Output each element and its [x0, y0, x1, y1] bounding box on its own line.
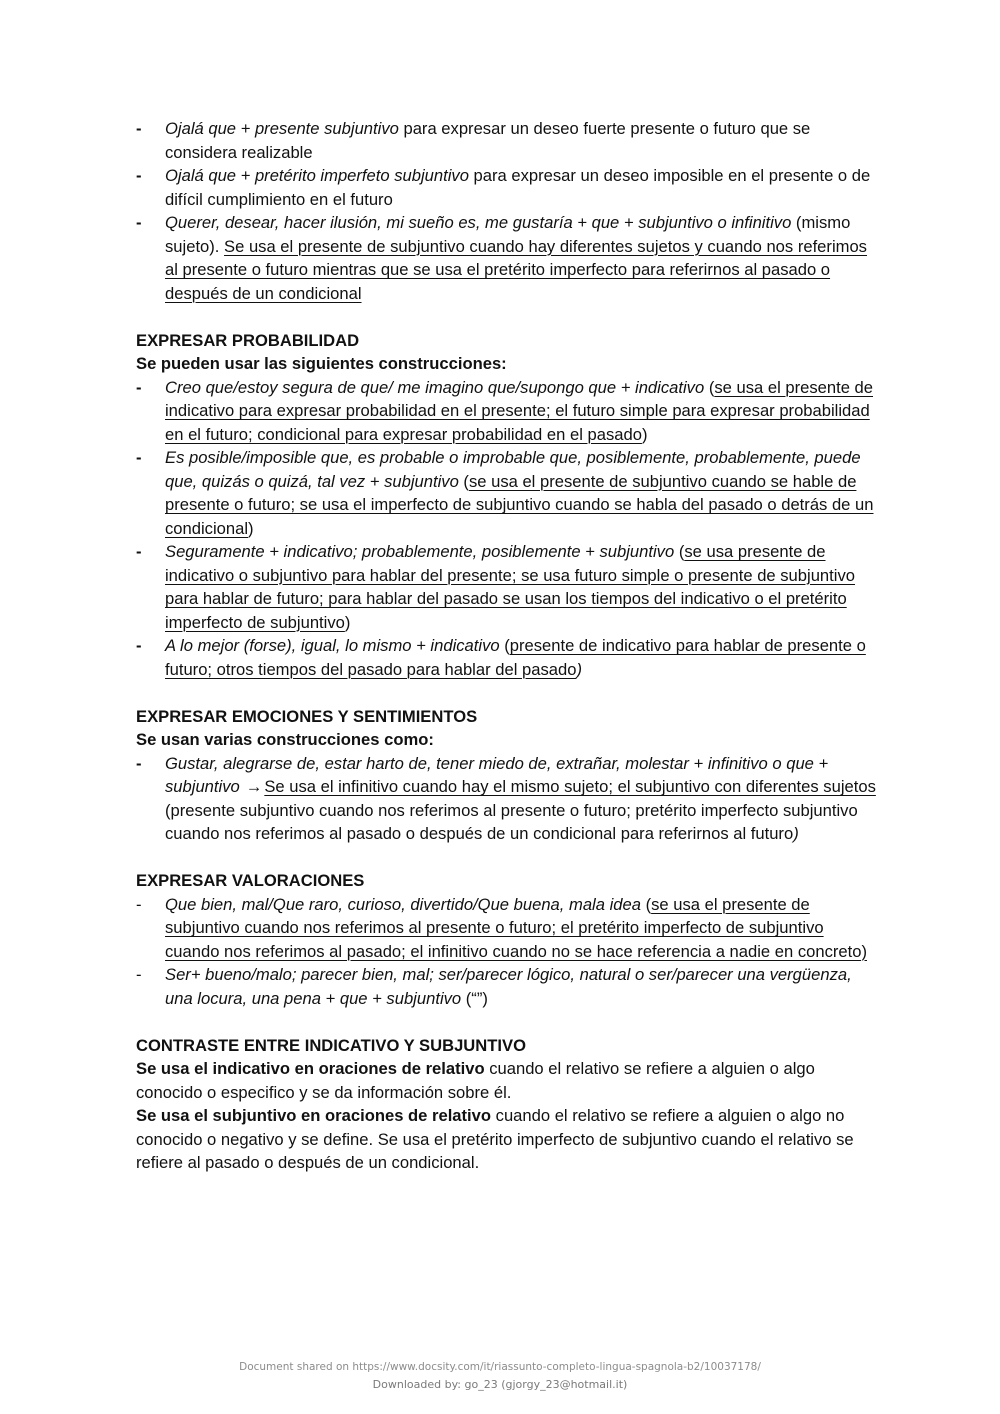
paren-open: ( — [458, 471, 469, 491]
list-item — [136, 752, 876, 846]
paren-open: ( — [499, 636, 510, 655]
explanation-text: (presente subjuntivo cuando nos referimos al presente o futuro; pretérito imperfecto subjuntivo cuando nos referimos al pasado o después de un condicional para referirnos al futuro — [165, 800, 858, 843]
construction-italic: Ojalá que + presente subjuntivo — [165, 119, 399, 138]
section-subheading: Se pueden usar las siguientes construcciones: — [136, 354, 507, 373]
paragraph-indicativo — [136, 1057, 876, 1104]
construction-italic: Que bien, mal/Que raro, curioso, divertido/Que buena, mala idea — [165, 894, 641, 914]
list-item — [136, 164, 876, 211]
emotions-list — [136, 752, 876, 846]
paren-close: ) — [576, 659, 582, 679]
underlined-rule: se usa el presente de subjuntivo cuando nos referimos al presente o futuro; el pretérito imperfecto de subjuntivo cuando nos referimos al pasado; el infinitivo cuando no se hace referencia a nadie en concreto) — [165, 894, 867, 961]
list-item — [136, 117, 876, 164]
paren-close: ) — [641, 424, 648, 444]
construction-italic: A lo mejor (forse), igual, lo mismo + indicativo — [165, 636, 500, 655]
paren-open: ( — [704, 377, 715, 397]
paren-open: ( — [640, 894, 652, 914]
explanation-text: (mismo sujeto). — [165, 213, 851, 256]
paragraph-text: cuando el relativo se refiere a alguien o algo no conocido o negativo y se define. Se usa el pretérito imperfecto de subjuntivo cuando el relativo se refiere al pasado o después de un condicional. — [136, 1106, 854, 1172]
construction-italic: Ser+ bueno/malo; parecer bien, mal; ser/parecer lógico, natural o ser/parecer una vergüenza, una locura, una pena + que + subjuntivo — [165, 965, 852, 1008]
section-heading-contraste: CONTRASTE ENTRE INDICATIVO Y SUBJUNTIVO — [136, 1035, 526, 1055]
construction-italic: Querer, desear, hacer ilusión, mi sueño es, me gustaría + que + subjuntivo o infinitivo — [165, 213, 792, 232]
footer-download-notice: Downloaded by: go_23 (gjorgy_23@hotmail.it) — [372, 1378, 628, 1391]
list-item — [136, 446, 876, 540]
bold-lead: Se usa el subjuntivo en oraciones de relativo — [136, 1106, 492, 1125]
valuations-list — [136, 893, 876, 1011]
probability-list — [136, 376, 876, 682]
construction-italic: Ojalá que + pretérito imperfeto subjuntivo — [165, 166, 469, 185]
paren-close: ) — [344, 612, 351, 632]
section-heading-valoraciones: EXPRESAR VALORACIONES — [136, 871, 365, 890]
paragraph-text: cuando el relativo se refiere a alguien o algo conocido o especifico y se da información sobre él. — [136, 1059, 815, 1102]
paren-open: ( — [674, 542, 685, 561]
section-heading-probabilidad: EXPRESAR PROBABILIDAD — [136, 330, 360, 350]
arrow-right-icon: → — [245, 777, 263, 796]
list-item — [136, 634, 876, 681]
paren-close: ) — [248, 518, 254, 538]
document-page — [136, 117, 876, 1175]
list-item — [136, 893, 876, 964]
list-item — [136, 963, 876, 1010]
list-item — [136, 376, 876, 447]
underlined-rule: se usa el presente de subjuntivo cuando se hable de presente o futuro; se usa el imperfecto de subjuntivo cuando se habla del pasado o detrás de un condicional — [165, 471, 874, 538]
underlined-rule: se usa presente de indicativo o subjuntivo para hablar del presente; se usa futuro simple o presente de subjuntivo para hablar de futuro; para hablar del pasado se usan los tiempos del indicativo o el pretérito imperfecto de subjuntivo — [165, 542, 855, 632]
underlined-rule: Se usa el infinitivo cuando hay el mismo sujeto; el subjuntivo con diferentes sujetos — [264, 777, 876, 796]
footer-shared-notice: Document shared on https://www.docsity.com/it/riassunto-completo-lingua-spagnola-b2/10037178/ — [239, 1361, 761, 1373]
explanation-text: para expresar un deseo imposible en el presente o de difícil cumplimiento en el futuro — [165, 166, 871, 209]
underlined-rule: presente de indicativo para hablar de presente o futuro; otros tiempos del pasado para hablar del pasado — [165, 636, 866, 679]
section-subheading: Se usan varias construcciones como: — [136, 730, 434, 749]
paragraph-subjuntivo — [136, 1104, 876, 1175]
underlined-rule: Se usa el presente de subjuntivo cuando hay diferentes sujetos y cuando nos referimos al presente o futuro mientras que se usa el pretérito imperfecto para referirnos al pasado o después de un condicional — [165, 236, 867, 303]
underlined-rule: se usa el presente de indicativo para expresar probabilidad en el presente; el futuro simple para expresar probabilidad en el futuro; condicional para expresar probabilidad en el pasado — [165, 377, 874, 444]
paren-close: ) — [793, 824, 799, 843]
list-item — [136, 211, 876, 305]
construction-italic: Gustar, alegrarse de, estar harto de, tener miedo de, extrañar, molestar + infinitivo o que + subjuntivo — [165, 753, 829, 796]
explanation-text: para expresar un deseo fuerte presente o futuro que se considera realizable — [165, 119, 811, 162]
construction-italic: Es posible/imposible que, es probable o improbable que, posiblemente, probablemente, puede que, quizás o quizá, tal vez + subjuntivo — [165, 448, 861, 491]
wishes-list — [136, 117, 876, 305]
construction-italic: Creo que/estoy segura de que/ me imagino que/supongo que + indicativo — [165, 377, 705, 397]
construction-italic: Seguramente + indicativo; probablemente, posiblemente + subjuntivo — [165, 542, 675, 561]
list-item — [136, 540, 876, 634]
section-heading-emociones: EXPRESAR EMOCIONES Y SENTIMIENTOS — [136, 706, 478, 726]
explanation-text: (“”) — [461, 988, 488, 1008]
bold-lead: Se usa el indicativo en oraciones de relativo — [136, 1059, 485, 1078]
